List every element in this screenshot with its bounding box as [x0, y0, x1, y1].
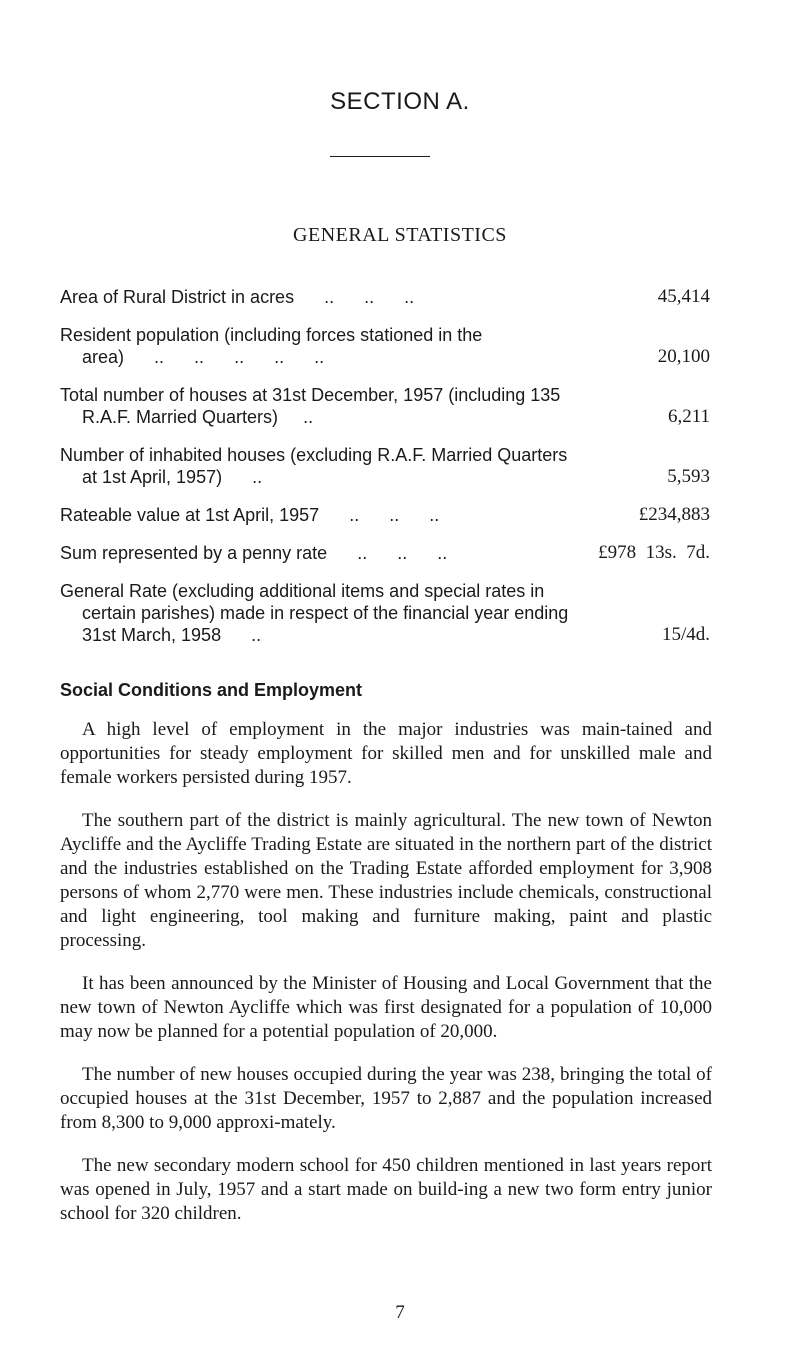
- stat-label: Rateable value at 1st April, 1957: [60, 505, 320, 525]
- paragraph: It has been announced by the Minister of Housing and Local Government that the new town of Newton Aycliffe which was first designated for a population of 10,000 may now be planned for a potential population of 20,000.: [60, 973, 712, 1042]
- stat-leader: .. .. .. .. ..: [154, 347, 325, 367]
- stat-leader: .. .. ..: [324, 287, 415, 307]
- stat-label: Resident population (including forces stationed in the area): [60, 325, 483, 367]
- paragraph: The southern part of the district is mainly agricultural. The new town of Newton Aycliffe and the Aycliffe Trading Estate are situated in the northern part of the district and the industries established on the Trading Estate afforded employment for 3,908 persons of whom 2,770 were men. These industries include chemicals, constructional and light engineering, tool making and furniture making, paint and plastic processing.: [60, 810, 712, 951]
- stat-row-area: [60, 286, 710, 308]
- stat-leader: .. .. ..: [357, 543, 448, 563]
- stat-leader: ..: [251, 625, 262, 645]
- stat-value: 5,593: [667, 466, 710, 487]
- stat-value: 45,414: [657, 286, 710, 307]
- stat-row-rateable-value: [60, 504, 710, 526]
- statistics-list: [60, 286, 710, 662]
- paragraph: The number of new houses occupied during the year was 238, bringing the total of occupied houses at the 31st December, 1957 to 2,887 and the population increased from 8,300 to 9,000 approxi-mately.: [60, 1064, 712, 1133]
- stat-value: 6,211: [667, 406, 710, 427]
- stat-leader: ..: [303, 407, 314, 427]
- section-title: SECTION A.: [330, 88, 470, 115]
- general-statistics-title: GENERAL STATISTICS: [293, 224, 507, 246]
- stat-value: £978 13s. 7d.: [598, 542, 710, 563]
- stat-label: General Rate (excluding additional items and special rates in certain parishes) made in respect of the financial year ending 31st March, 1958: [60, 581, 569, 645]
- stat-leader: .. .. ..: [349, 505, 440, 525]
- social-conditions-section: [60, 678, 712, 1245]
- stat-row-penny-rate: [60, 542, 710, 564]
- title-divider: [330, 156, 430, 157]
- stat-label: Number of inhabited houses (excluding R.A.F. Married Quarters at 1st April, 1957): [60, 445, 568, 487]
- page-number: 7: [395, 1302, 405, 1323]
- stat-value: 15/4d.: [661, 624, 710, 645]
- stat-label: Sum represented by a penny rate: [60, 543, 328, 563]
- stat-value: £234,883: [638, 504, 710, 525]
- stat-label: Area of Rural District in acres: [60, 287, 295, 307]
- stat-value: 20,100: [657, 346, 710, 367]
- stat-row-general-rate: [60, 580, 710, 646]
- stat-row-inhabited-houses: [60, 444, 710, 488]
- paragraph: The new secondary modern school for 450 children mentioned in last years report was opened in July, 1957 and a start made on build-ing a new two form entry junior school for 320 children.: [60, 1155, 712, 1224]
- stat-label: Total number of houses at 31st December, 1957 (including 135 R.A.F. Married Quarters): [60, 385, 561, 427]
- stat-row-population: [60, 324, 710, 368]
- paragraph: A high level of employment in the major industries was main-tained and opportunities for steady employment for skilled men and for unskilled male and female workers persisted during 1957.: [60, 719, 712, 788]
- stat-row-total-houses: [60, 384, 710, 428]
- section-heading: Social Conditions and Employment: [60, 680, 363, 700]
- stat-leader: ..: [252, 467, 263, 487]
